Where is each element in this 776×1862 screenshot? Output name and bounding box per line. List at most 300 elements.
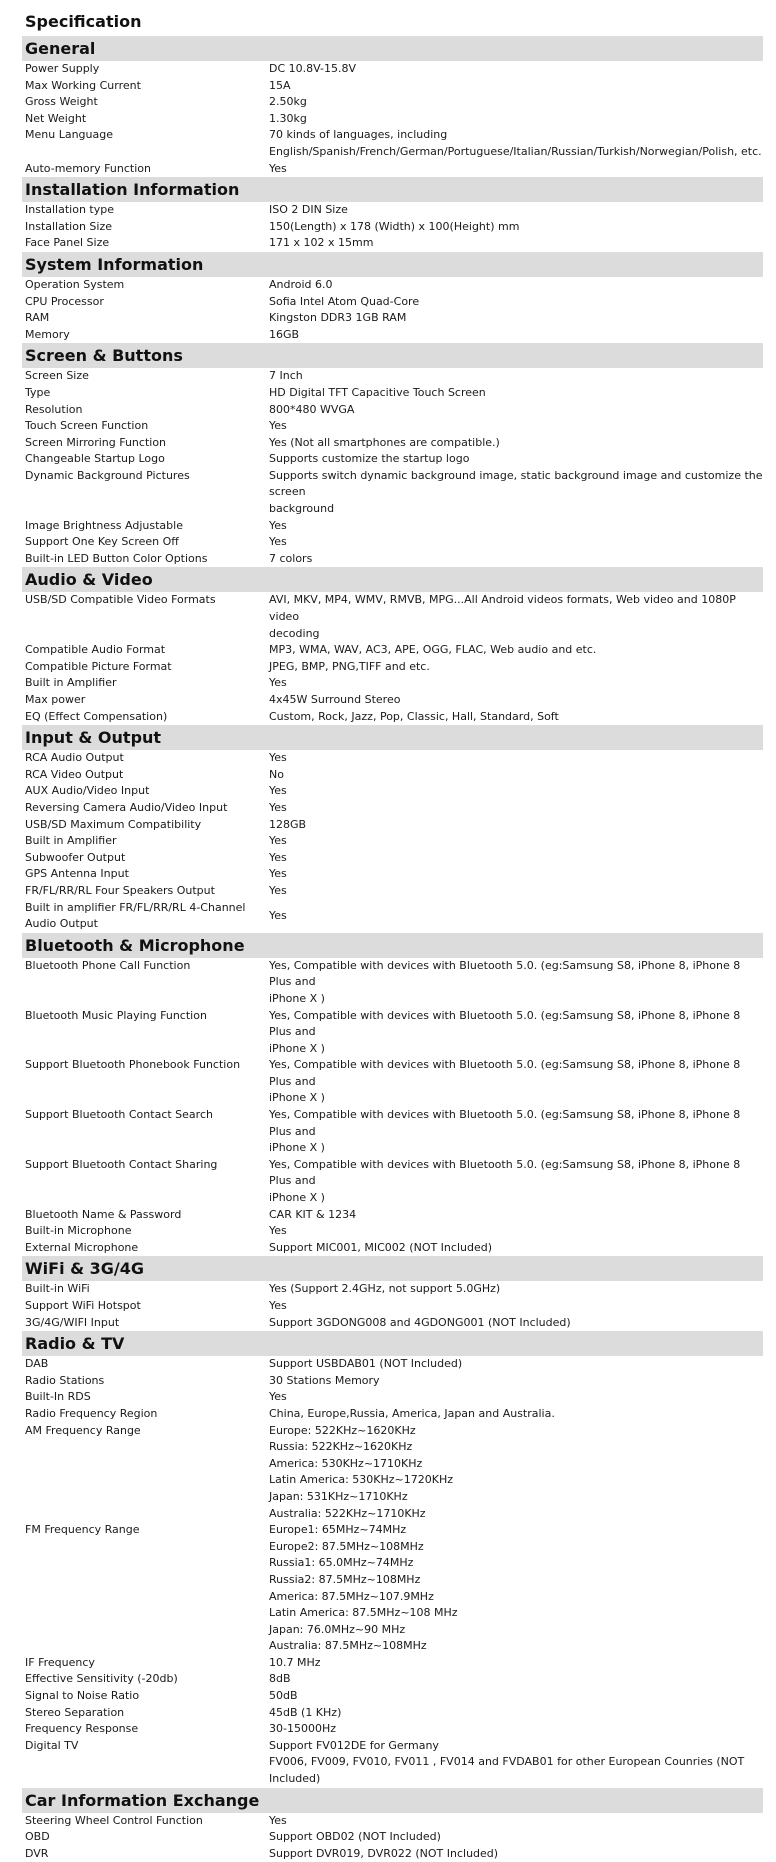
- spec-label: Built in amplifier FR/FL/RR/RL 4-Channel Audio Output: [25, 900, 246, 931]
- spec-label: Auto-memory Function: [25, 161, 151, 175]
- spec-row: [22, 767, 763, 784]
- spec-value-line: Android 6.0: [269, 277, 333, 291]
- spec-row: [22, 368, 763, 385]
- spec-row: [22, 1315, 763, 1332]
- spec-label: Installation Size: [25, 219, 113, 233]
- spec-value: [266, 468, 763, 518]
- spec-value-line: Yes: [269, 883, 287, 897]
- spec-row: [22, 235, 763, 252]
- spec-value-line: Japan: 76.0MHz~90 MHz: [269, 1622, 406, 1636]
- spec-row: [22, 1846, 763, 1862]
- spec-row: [22, 294, 763, 311]
- spec-value-line: Support FV012DE for Germany: [269, 1738, 439, 1752]
- spec-value-line: Yes: [269, 676, 287, 690]
- spec-value: [266, 161, 763, 178]
- spec-value-line: Yes: [269, 518, 287, 532]
- spec-row: [22, 709, 763, 726]
- spec-section: [22, 725, 763, 933]
- spec-value: [266, 1423, 763, 1523]
- spec-label: Digital TV: [25, 1738, 79, 1752]
- spec-section: [22, 343, 763, 567]
- spec-value: [266, 1107, 763, 1157]
- spec-value: [266, 800, 763, 817]
- spec-label: Operation System: [25, 277, 125, 291]
- spec-value-line: iPhone X ): [269, 1041, 325, 1055]
- spec-value-line: Russia: 522KHz~1620KHz: [269, 1440, 413, 1454]
- spec-label: Built in Amplifier: [25, 834, 117, 848]
- spec-value: [266, 94, 763, 111]
- spec-label: AM Frequency Range: [25, 1423, 141, 1437]
- spec-value: [266, 750, 763, 767]
- section-heading: Installation Information: [22, 177, 763, 202]
- spec-value: [266, 883, 763, 900]
- spec-value-line: decoding: [269, 626, 320, 640]
- spec-value: [266, 692, 763, 709]
- spec-row: [22, 1721, 763, 1738]
- spec-label: DAB: [25, 1357, 49, 1371]
- spec-row: [22, 750, 763, 767]
- spec-label: Bluetooth Name & Password: [25, 1207, 182, 1221]
- spec-label: RAM: [25, 311, 50, 325]
- spec-value-line: Latin America: 530KHz~1720KHz: [269, 1473, 454, 1487]
- spec-row: [22, 435, 763, 452]
- spec-value-line: DC 10.8V-15.8V: [269, 62, 357, 75]
- spec-row: [22, 1522, 763, 1655]
- spec-label: External Microphone: [25, 1240, 139, 1254]
- spec-row: [22, 883, 763, 900]
- spec-section: [22, 1788, 763, 1862]
- spec-label: Stereo Separation: [25, 1705, 125, 1719]
- spec-row: [22, 327, 763, 344]
- spec-value: [266, 1522, 763, 1655]
- spec-value: [266, 1223, 763, 1240]
- spec-row: [22, 1157, 763, 1207]
- spec-label: Support Bluetooth Contact Search: [25, 1108, 213, 1122]
- spec-value: [266, 958, 763, 1008]
- spec-value: [266, 1705, 763, 1722]
- spec-value: [266, 783, 763, 800]
- spec-value-line: Europe1: 65MHz~74MHz: [269, 1523, 407, 1537]
- spec-row: [22, 451, 763, 468]
- spec-label: Bluetooth Music Playing Function: [25, 1008, 207, 1022]
- spec-value: [266, 1738, 763, 1788]
- spec-label: RCA Video Output: [25, 767, 124, 781]
- spec-value-line: Yes: [269, 751, 287, 765]
- spec-value: [266, 402, 763, 419]
- spec-value: [266, 659, 763, 676]
- spec-row: [22, 202, 763, 219]
- spec-label: Support WiFi Hotspot: [25, 1299, 141, 1312]
- spec-value-line: 10.7 MHz: [269, 1655, 321, 1669]
- spec-value-line: No: [269, 767, 284, 781]
- spec-value-line: iPhone X ): [269, 1091, 325, 1105]
- spec-value-line: 30 Stations Memory: [269, 1373, 380, 1387]
- spec-value-line: iPhone X ): [269, 991, 325, 1005]
- spec-value-line: Yes (Not all smartphones are compatible.): [269, 435, 500, 449]
- spec-label: Steering Wheel Control Function: [25, 1813, 203, 1827]
- spec-row: [22, 850, 763, 867]
- spec-label: Menu Language: [25, 128, 113, 142]
- spec-row: [22, 161, 763, 178]
- spec-value-line: ISO 2 DIN Size: [269, 203, 348, 217]
- spec-label: Effective Sensitivity (-20db): [25, 1672, 178, 1686]
- spec-label: Compatible Audio Format: [25, 643, 166, 657]
- spec-row: [22, 1373, 763, 1390]
- spec-value: [266, 642, 763, 659]
- spec-section: [22, 1331, 763, 1787]
- spec-label: 3G/4G/WIFI Input: [25, 1315, 120, 1329]
- spec-row: [22, 1240, 763, 1257]
- spec-label: Type: [25, 385, 51, 399]
- spec-table: [22, 368, 763, 567]
- spec-value-line: Sofia Intel Atom Quad-Core: [269, 294, 420, 308]
- spec-row: [22, 900, 763, 933]
- spec-value: [266, 1389, 763, 1406]
- spec-table: [22, 750, 763, 933]
- spec-row: [22, 642, 763, 659]
- spec-value-line: Yes, Compatible with devices with Bluetooth 5.0. (eg:Samsung S8, iPhone 8, iPhone 8 Plus and: [269, 1058, 741, 1088]
- spec-value: [266, 592, 763, 642]
- spec-value-line: English/Spanish/French/German/Portuguese/Italian/Russian/Turkish/Norwegian/Polish, etc.: [269, 144, 762, 158]
- section-heading: Radio & TV: [22, 1331, 763, 1356]
- spec-row: [22, 1057, 763, 1107]
- spec-value: [266, 127, 763, 160]
- spec-label: USB/SD Maximum Compatibility: [25, 817, 202, 831]
- spec-value: [266, 675, 763, 692]
- spec-row: [22, 1223, 763, 1240]
- spec-value-line: 1.30kg: [269, 111, 307, 125]
- spec-value-line: 30-15000Hz: [269, 1722, 337, 1736]
- spec-value-line: Australia: 522KHz~1710KHz: [269, 1506, 426, 1520]
- spec-value-line: Yes: [269, 1224, 287, 1238]
- spec-value-line: Yes: [269, 834, 287, 848]
- spec-row: [22, 1406, 763, 1423]
- spec-row: [22, 1389, 763, 1406]
- spec-row: [22, 418, 763, 435]
- spec-label: DVR: [25, 1846, 49, 1860]
- spec-row: [22, 1655, 763, 1672]
- spec-value-line: MP3, WMA, WAV, AC3, APE, OGG, FLAC, Web audio and etc.: [269, 643, 597, 657]
- section-heading: WiFi & 3G/4G: [22, 1256, 763, 1281]
- spec-value: [266, 1846, 763, 1862]
- spec-value: [266, 709, 763, 726]
- spec-value-line: 7 Inch: [269, 369, 303, 383]
- spec-label: Radio Frequency Region: [25, 1406, 158, 1420]
- spec-row: [22, 518, 763, 535]
- spec-label: USB/SD Compatible Video Formats: [25, 593, 216, 607]
- spec-label: Built-in Microphone: [25, 1224, 132, 1238]
- spec-value: [266, 1315, 763, 1332]
- spec-value-line: Supports switch dynamic background image, static background image and customize the screen: [269, 468, 763, 499]
- spec-row: [22, 783, 763, 800]
- spec-value-line: CAR KIT & 1234: [269, 1207, 357, 1221]
- spec-value-line: Australia: 87.5MHz~108MHz: [269, 1639, 427, 1653]
- spec-value-line: Yes: [269, 784, 287, 798]
- spec-label: Screen Mirroring Function: [25, 435, 167, 449]
- spec-label: Gross Weight: [25, 95, 98, 109]
- spec-row: [22, 659, 763, 676]
- spec-label: IF Frequency: [25, 1655, 95, 1669]
- spec-value: [266, 1207, 763, 1224]
- spec-row: [22, 385, 763, 402]
- spec-row: [22, 61, 763, 78]
- section-heading: Screen & Buttons: [22, 343, 763, 368]
- spec-label: Reversing Camera Audio/Video Input: [25, 800, 228, 814]
- spec-label: Signal to Noise Ratio: [25, 1689, 140, 1703]
- spec-label: Radio Stations: [25, 1373, 105, 1387]
- spec-value: [266, 1008, 763, 1058]
- spec-value-line: Russia1: 65.0MHz~74MHz: [269, 1556, 414, 1570]
- spec-value-line: Yes: [269, 867, 287, 881]
- spec-value: [266, 850, 763, 867]
- spec-table: [22, 958, 763, 1257]
- spec-value-line: Yes, Compatible with devices with Bluetooth 5.0. (eg:Samsung S8, iPhone 8, iPhone 8 Plus and: [269, 1108, 741, 1138]
- spec-value-line: Yes: [269, 1390, 287, 1404]
- spec-value-line: Custom, Rock, Jazz, Pop, Classic, Hall, Standard, Soft: [269, 709, 559, 723]
- spec-value-line: Europe: 522KHz~1620KHz: [269, 1423, 416, 1437]
- section-heading: Input & Output: [22, 725, 763, 750]
- spec-value: [266, 817, 763, 834]
- spec-value: [266, 327, 763, 344]
- spec-row: [22, 1813, 763, 1830]
- spec-value-line: Support USBDAB01 (NOT Included): [269, 1357, 463, 1371]
- spec-value-line: 150(Length) x 178 (Width) x 100(Height) mm: [269, 219, 520, 233]
- spec-row: [22, 1671, 763, 1688]
- spec-value-line: Support OBD02 (NOT Included): [269, 1830, 441, 1844]
- spec-value-line: Yes, Compatible with devices with Bluetooth 5.0. (eg:Samsung S8, iPhone 8, iPhone 8 Plus and: [269, 1157, 741, 1188]
- spec-label: Built-in WiFi: [25, 1282, 90, 1296]
- spec-value-line: 16GB: [269, 327, 300, 341]
- spec-section: [22, 933, 763, 1257]
- spec-table: [22, 61, 763, 177]
- spec-row: [22, 675, 763, 692]
- spec-value-line: China, Europe,Russia, America, Japan and Australia.: [269, 1406, 555, 1420]
- spec-value: [266, 1829, 763, 1846]
- spec-label: Dynamic Background Pictures: [25, 468, 190, 482]
- spec-label: GPS Antenna Input: [25, 867, 129, 881]
- spec-value: [266, 1688, 763, 1705]
- spec-value: [266, 1406, 763, 1423]
- spec-value-line: 8dB: [269, 1672, 291, 1686]
- section-heading: General: [22, 36, 763, 61]
- spec-value-line: 45dB (1 KHz): [269, 1705, 342, 1719]
- spec-value-line: 171 x 102 x 15mm: [269, 236, 374, 250]
- spec-value: [266, 1281, 763, 1298]
- spec-section: [22, 36, 763, 177]
- spec-value-line: Yes: [269, 1299, 287, 1312]
- spec-label: EQ (Effect Compensation): [25, 709, 168, 723]
- spec-value: [266, 78, 763, 95]
- spec-value: [266, 866, 763, 883]
- spec-label: Subwoofer Output: [25, 850, 126, 864]
- spec-value: [266, 767, 763, 784]
- spec-value: [266, 451, 763, 468]
- spec-section: [22, 567, 763, 725]
- spec-label: Face Panel Size: [25, 236, 110, 250]
- spec-row: [22, 1008, 763, 1058]
- spec-value: [266, 1813, 763, 1830]
- spec-value: [266, 1157, 763, 1207]
- spec-value: [266, 277, 763, 294]
- spec-value-line: FV006, FV009, FV010, FV011 , FV014 and FVDAB01 for other European Counries (NOT Included): [269, 1755, 745, 1786]
- spec-row: [22, 1829, 763, 1846]
- spec-value: [266, 418, 763, 435]
- spec-row: [22, 1423, 763, 1523]
- spec-value-line: background: [269, 502, 335, 516]
- spec-value: [266, 551, 763, 568]
- spec-row: [22, 310, 763, 327]
- spec-label: Support One Key Screen Off: [25, 535, 179, 549]
- spec-value: [266, 368, 763, 385]
- spec-row: [22, 111, 763, 128]
- spec-value-line: Support 3GDONG008 and 4GDONG001 (NOT Included): [269, 1315, 571, 1329]
- spec-label: Bluetooth Phone Call Function: [25, 958, 191, 972]
- spec-row: [22, 94, 763, 111]
- spec-value-line: 2.50kg: [269, 95, 307, 109]
- spec-row: [22, 1705, 763, 1722]
- spec-value-line: Yes: [269, 1813, 287, 1827]
- spec-label: FM Frequency Range: [25, 1523, 140, 1537]
- spec-label: FR/FL/RR/RL Four Speakers Output: [25, 883, 215, 897]
- spec-value: [266, 61, 763, 78]
- spec-row: [22, 800, 763, 817]
- spec-label: Support Bluetooth Phonebook Function: [25, 1058, 241, 1072]
- spec-row: [22, 78, 763, 95]
- spec-label: Max power: [25, 693, 86, 706]
- spec-row: [22, 534, 763, 551]
- spec-value-line: Japan: 531KHz~1710KHz: [269, 1489, 408, 1503]
- spec-value: [266, 202, 763, 219]
- spec-label: Built-in LED Button Color Options: [25, 551, 208, 565]
- spec-label: Frequency Response: [25, 1722, 139, 1736]
- spec-label: Touch Screen Function: [25, 419, 149, 433]
- spec-label: Max Working Current: [25, 78, 141, 92]
- spec-label: CPU Processor: [25, 294, 104, 308]
- spec-value: [266, 219, 763, 236]
- spec-value-line: Yes: [269, 161, 287, 175]
- spec-label: OBD: [25, 1830, 50, 1844]
- spec-row: [22, 468, 763, 518]
- spec-label: Power Supply: [25, 62, 100, 75]
- spec-value-line: 128GB: [269, 817, 307, 831]
- spec-row: [22, 1688, 763, 1705]
- spec-value-line: Yes, Compatible with devices with Bluetooth 5.0. (eg:Samsung S8, iPhone 8, iPhone 8 Plus and: [269, 958, 741, 989]
- spec-value-line: 4x45W Surround Stereo: [269, 693, 401, 706]
- spec-value: [266, 1671, 763, 1688]
- spec-value-line: Yes (Support 2.4GHz, not support 5.0GHz): [269, 1282, 501, 1296]
- spec-value-line: Russia2: 87.5MHz~108MHz: [269, 1572, 421, 1586]
- spec-label: Image Brightness Adjustable: [25, 518, 183, 532]
- spec-row: [22, 1298, 763, 1315]
- page-title: Specification: [25, 12, 142, 31]
- spec-row: [22, 402, 763, 419]
- spec-section: [22, 1256, 763, 1331]
- spec-label: Support Bluetooth Contact Sharing: [25, 1157, 218, 1171]
- spec-row: [22, 592, 763, 642]
- spec-row: [22, 1281, 763, 1298]
- spec-value: [266, 1240, 763, 1257]
- spec-value-line: 70 kinds of languages, including: [269, 128, 448, 142]
- spec-label: Resolution: [25, 402, 83, 416]
- spec-value: [266, 1298, 763, 1315]
- spec-value: [266, 385, 763, 402]
- section-heading: Bluetooth & Microphone: [22, 933, 763, 958]
- spec-row: [22, 833, 763, 850]
- spec-sections: [22, 36, 763, 1862]
- spec-row: [22, 277, 763, 294]
- spec-value: [266, 900, 763, 933]
- spec-value-line: Yes: [269, 419, 287, 433]
- spec-value-line: Yes: [269, 908, 287, 922]
- spec-row: [22, 817, 763, 834]
- spec-table: [22, 202, 763, 252]
- spec-value: [266, 111, 763, 128]
- spec-row: [22, 866, 763, 883]
- spec-value: [266, 534, 763, 551]
- spec-value-line: America: 530KHz~1710KHz: [269, 1456, 423, 1470]
- spec-value-line: Yes, Compatible with devices with Bluetooth 5.0. (eg:Samsung S8, iPhone 8, iPhone 8 Plus and: [269, 1008, 741, 1039]
- spec-row: [22, 1207, 763, 1224]
- spec-label: Built-In RDS: [25, 1390, 91, 1404]
- spec-value-line: Latin America: 87.5MHz~108 MHz: [269, 1606, 458, 1620]
- spec-value: [266, 435, 763, 452]
- spec-value-line: 7 colors: [269, 551, 313, 565]
- spec-row: [22, 958, 763, 1008]
- spec-table: [22, 1813, 763, 1862]
- spec-section: [22, 177, 763, 252]
- spec-value: [266, 294, 763, 311]
- spec-value: [266, 1655, 763, 1672]
- spec-value-line: Kingston DDR3 1GB RAM: [269, 311, 407, 325]
- spec-value-line: iPhone X ): [269, 1191, 325, 1205]
- section-heading: Car Information Exchange: [22, 1788, 763, 1813]
- spec-table: [22, 1281, 763, 1331]
- spec-label: Screen Size: [25, 369, 89, 383]
- spec-value: [266, 235, 763, 252]
- spec-label: Changeable Startup Logo: [25, 452, 165, 466]
- spec-value-line: Support MIC001, MIC002 (NOT Included): [269, 1240, 493, 1254]
- section-heading: System Information: [22, 252, 763, 277]
- spec-value: [266, 310, 763, 327]
- spec-label: AUX Audio/Video Input: [25, 784, 150, 798]
- spec-value-line: iPhone X ): [269, 1141, 325, 1155]
- spec-row: [22, 1356, 763, 1373]
- spec-value: [266, 1373, 763, 1390]
- spec-value: [266, 518, 763, 535]
- spec-row: [22, 127, 763, 160]
- spec-label: Compatible Picture Format: [25, 659, 172, 673]
- spec-value-line: Yes: [269, 535, 287, 549]
- spec-value-line: AVI, MKV, MP4, WMV, RMVB, MPG...All Android videos formats, Web video and 1080P video: [269, 593, 736, 624]
- spec-value: [266, 1057, 763, 1107]
- spec-value: [266, 833, 763, 850]
- spec-label: Memory: [25, 327, 70, 341]
- spec-value-line: Yes: [269, 800, 287, 814]
- spec-value-line: 50dB: [269, 1689, 298, 1703]
- spec-label: Built in Amplifier: [25, 676, 117, 690]
- spec-label: RCA Audio Output: [25, 751, 124, 765]
- spec-value-line: 15A: [269, 78, 291, 92]
- spec-value: [266, 1721, 763, 1738]
- spec-row: [22, 692, 763, 709]
- spec-value-line: Yes: [269, 850, 287, 864]
- spec-value-line: Support DVR019, DVR022 (NOT Included): [269, 1846, 499, 1860]
- spec-label: Net Weight: [25, 111, 87, 125]
- spec-row: [22, 1738, 763, 1788]
- spec-value: [266, 1356, 763, 1373]
- spec-label: Installation type: [25, 203, 114, 217]
- spec-section: [22, 252, 763, 343]
